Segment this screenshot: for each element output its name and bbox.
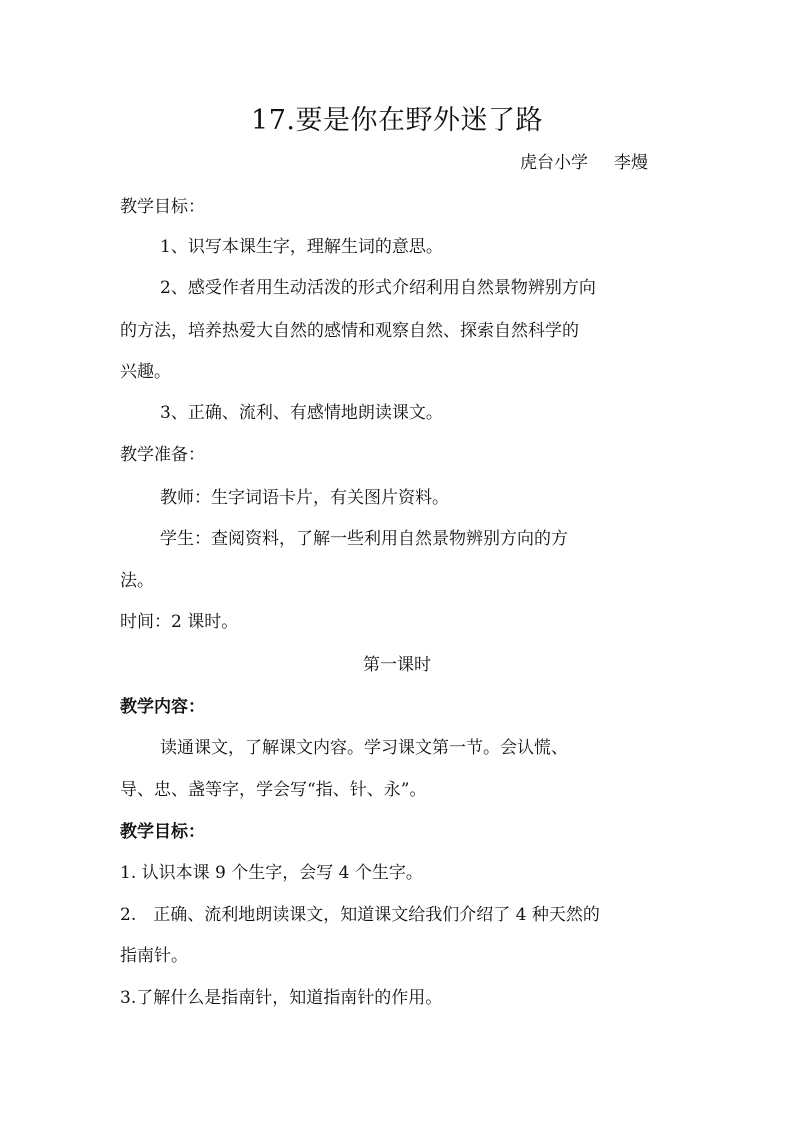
prep-student-line-2: 法。 (120, 571, 154, 591)
author-name: 李熳 (614, 153, 648, 173)
lesson-goal-1: 1. 认识本课 9 个生字，会写 4 个生字。 (120, 863, 423, 883)
page-title: 17.要是你在野外迷了路 (251, 105, 543, 136)
prep-student-line-1: 学生：查阅资料，了解一些利用自然景物辨别方向的方 (160, 529, 568, 549)
section-heading-goals: 教学目标： (120, 197, 205, 217)
prep-teacher: 教师：生字词语卡片，有关图片资料。 (160, 488, 449, 508)
goal-1: 1、识写本课生字，理解生词的意思。 (160, 237, 443, 257)
time-line: 时间：2 课时。 (120, 612, 239, 632)
goal-2-line-3: 兴趣。 (120, 362, 171, 382)
content-line-1: 读通课文，了解课文内容。学习课文第一节。会认慌、 (160, 738, 568, 758)
content-heading: 教学内容： (120, 697, 205, 717)
lesson-goal-2-line-1: 2. 正确、流利地朗读课文，知道课文给我们介绍了 4 种天然的 (120, 905, 600, 925)
section-heading-prep: 教学准备： (120, 445, 205, 465)
content-line-2: 导、忠、盏等字，学会写“指、针、永”。 (120, 780, 427, 800)
lesson-goal-3: 3.了解什么是指南针，知道指南针的作用。 (120, 988, 443, 1008)
author-line (520, 148, 648, 173)
goal-2-line-1: 2、感受作者用生动活泼的形式介绍利用自然景物辨别方向 (160, 278, 596, 298)
lesson-heading: 第一课时 (363, 655, 431, 675)
author-school: 虎台小学 (520, 153, 588, 173)
lesson-goal-2-line-2: 指南针。 (120, 946, 188, 966)
goal-2-line-2: 的方法，培养热爱大自然的感情和观察自然、探索自然科学的 (120, 321, 579, 341)
lesson-goals-heading: 教学目标： (120, 822, 205, 842)
goal-3: 3、正确、流利、有感情地朗读课文。 (160, 403, 443, 423)
